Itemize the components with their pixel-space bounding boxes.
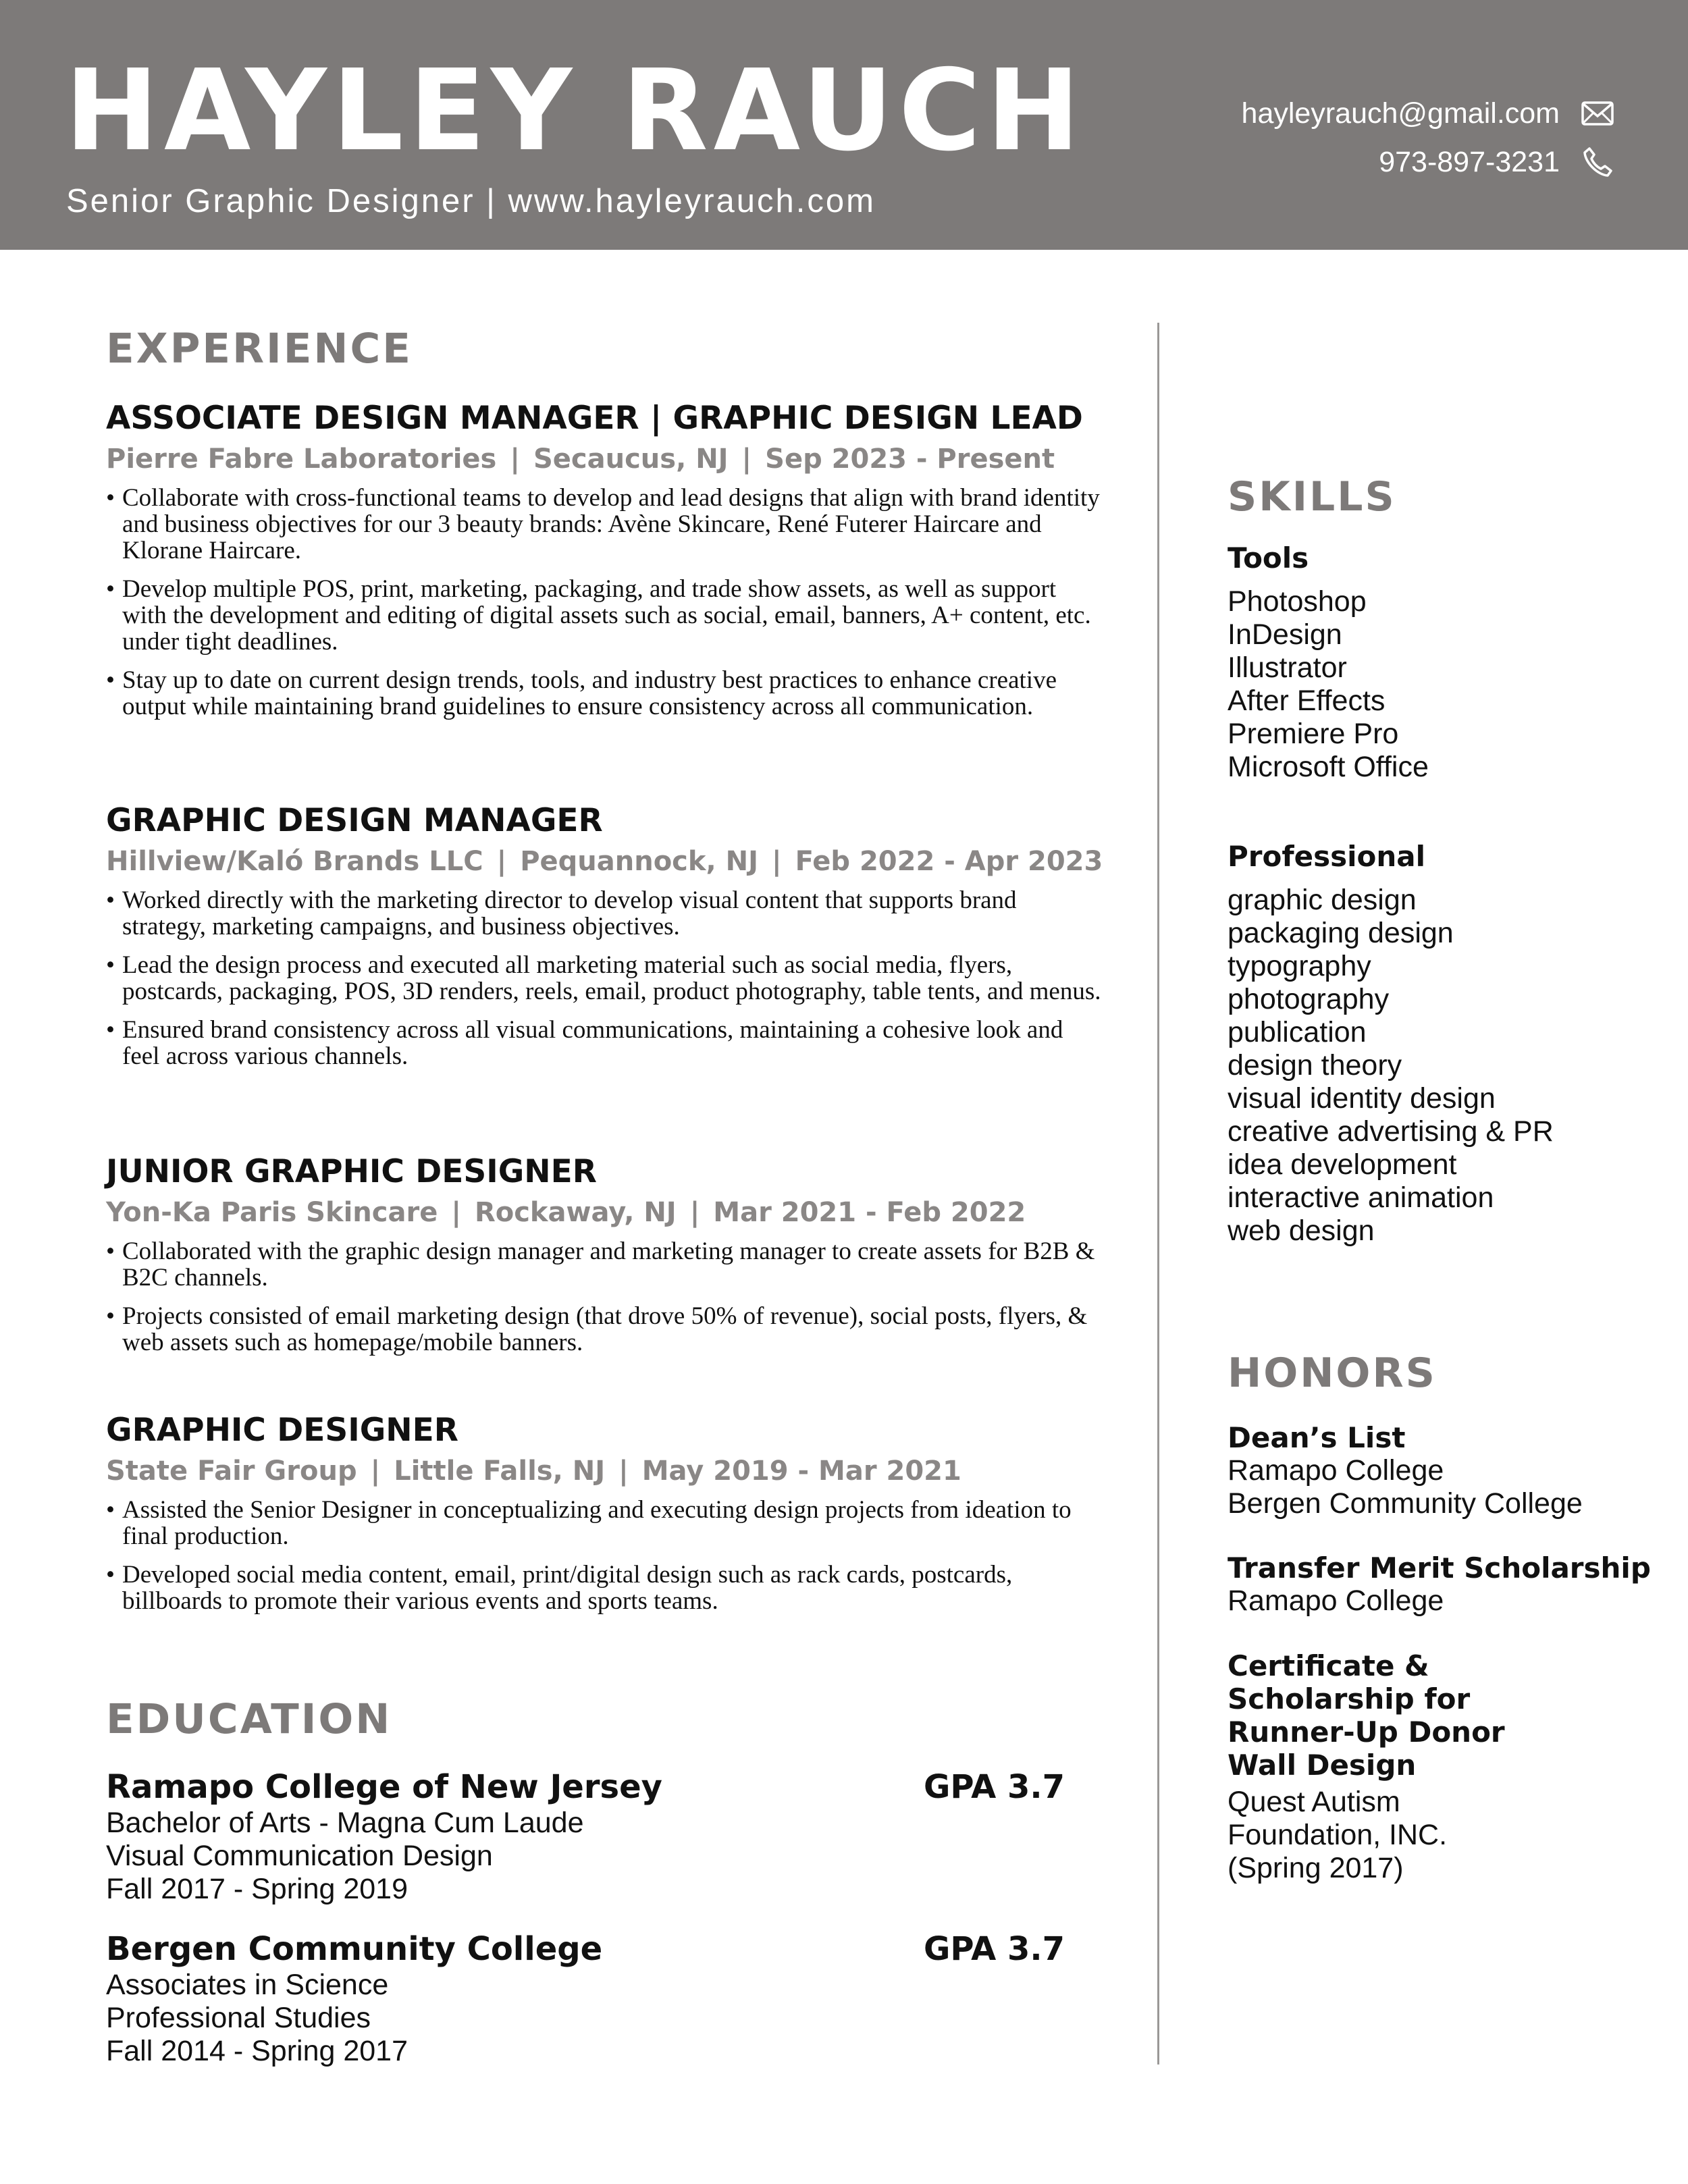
job-company: Hillview/Kaló Brands LLC (106, 846, 483, 877)
list-item: visual identity design (1228, 1082, 1496, 1115)
job-dates: Sep 2023 - Present (765, 444, 1055, 475)
job-bullets (106, 1238, 1105, 1356)
job-dates: Mar 2021 - Feb 2022 (713, 1197, 1026, 1228)
list-item: Microsoft Office (1228, 751, 1429, 783)
school-name: Bergen Community College (106, 1930, 603, 1968)
job-bullets (106, 1497, 1105, 1614)
header-banner (0, 0, 1688, 250)
honor-entry (1228, 1649, 1660, 1885)
dates-line: Fall 2014 - Spring 2017 (106, 2035, 408, 2067)
job-company: Pierre Fabre Laboratories (106, 444, 497, 475)
email-text: hayleyrauch@gmail.com (1241, 97, 1560, 130)
job-entry (106, 1152, 1105, 1368)
list-item: Premiere Pro (1228, 718, 1399, 750)
honor-title-line: Runner-Up Donor (1228, 1715, 1505, 1749)
job-bullets (106, 485, 1105, 720)
candidate-subtitle: Senior Graphic Designer | www.hayleyrauch.com (66, 183, 876, 219)
school-name: Ramapo College of New Jersey (106, 1768, 662, 1806)
contact-email (1242, 93, 1615, 134)
list-item: typography (1228, 950, 1371, 982)
job-company: Yon-Ka Paris Skincare (106, 1197, 438, 1228)
major-line: Professional Studies (106, 2002, 371, 2034)
tools-heading: Tools (1228, 541, 1309, 575)
job-dates: Feb 2022 - Apr 2023 (795, 846, 1103, 877)
list-item: photography (1228, 983, 1390, 1015)
list-item: creative advertising & PR (1228, 1115, 1554, 1148)
job-bullet: • Assisted the Senior Designer in conceptualizing and executing design projects from ideation to final production. (106, 1497, 1105, 1549)
honor-title-line: Certificate & (1228, 1649, 1429, 1682)
list-item: Photoshop (1228, 585, 1367, 618)
phone-icon (1580, 144, 1615, 180)
honor-title-line: Scholarship for (1228, 1682, 1471, 1715)
list-item: idea development (1228, 1148, 1457, 1181)
honor-title: Transfer Merit Scholarship (1228, 1551, 1651, 1584)
envelope-icon (1580, 96, 1615, 131)
skills-professional (1228, 840, 1660, 1248)
school-gpa: GPA 3.7 (923, 1768, 1065, 1806)
list-item: Illustrator (1228, 651, 1347, 684)
job-location: Secaucus, NJ (533, 444, 729, 475)
job-bullet: • Worked directly with the marketing director to develop visual content that supports brand strategy, marketing campaigns, and business objectives. (106, 887, 1105, 940)
job-location: Pequannock, NJ (520, 846, 758, 877)
professional-heading: Professional (1228, 840, 1425, 873)
job-bullet: • Projects consisted of email marketing design (that drove 50% of revenue), social posts, flyers, & web assets such as homepage/mobile banners. (106, 1303, 1105, 1356)
list-item: web design (1228, 1215, 1375, 1247)
list-item: InDesign (1228, 618, 1342, 651)
list-item: publication (1228, 1016, 1367, 1048)
degree-line: Associates in Science (106, 1969, 389, 2001)
job-title: GRAPHIC DESIGN MANAGER (106, 802, 603, 839)
job-company: State Fair Group (106, 1456, 357, 1487)
job-location: Little Falls, NJ (394, 1456, 606, 1487)
honor-entry (1228, 1421, 1660, 1520)
experience-heading: EXPERIENCE (106, 325, 413, 373)
education-entry (106, 1929, 1065, 2068)
job-title: ASSOCIATE DESIGN MANAGER | GRAPHIC DESIGN LEAD (106, 400, 1083, 437)
honor-line: Quest Autism (1228, 1786, 1400, 1818)
job-title: JUNIOR GRAPHIC DESIGNER (106, 1153, 597, 1190)
list-item: After Effects (1228, 685, 1386, 717)
column-divider (1157, 323, 1159, 2065)
major-line: Visual Communication Design (106, 1840, 493, 1872)
education-entry (106, 1767, 1065, 1906)
list-item: packaging design (1228, 917, 1454, 949)
job-meta: Hillview/Kaló Brands LLC | Pequannock, NJ | Feb 2022 - Apr 2023 (106, 846, 1103, 877)
job-entry (106, 398, 1105, 732)
job-bullet: • Collaborate with cross-functional teams to develop and lead designs that align with brand identity and business objectives for our 3 beauty brands: Avène Skincare, René Futerer Haircare and Klorane Haircare. (106, 485, 1105, 564)
honor-line: Foundation, INC. (1228, 1819, 1448, 1851)
degree-line: Bachelor of Arts - Magna Cum Laude (106, 1807, 584, 1839)
dates-line: Fall 2017 - Spring 2019 (106, 1873, 408, 1905)
job-bullet: • Collaborated with the graphic design manager and marketing manager to create assets for B2B & B2C channels. (106, 1238, 1105, 1291)
job-meta: Yon-Ka Paris Skincare | Rockaway, NJ | Mar 2021 - Feb 2022 (106, 1197, 1026, 1228)
list-item: interactive animation (1228, 1181, 1494, 1214)
honor-line: (Spring 2017) (1228, 1852, 1404, 1884)
job-bullet: • Stay up to date on current design trends, tools, and industry best practices to enhance creative output while maintaining brand guidelines to ensure consistency across all communication. (106, 667, 1105, 720)
education-heading: EDUCATION (106, 1695, 392, 1743)
job-bullets (106, 887, 1105, 1069)
list-item: design theory (1228, 1049, 1402, 1082)
job-bullet: • Lead the design process and executed all marketing material such as social media, flyers, postcards, packaging, POS, 3D renders, reels, email, product photography, table tents, and menus. (106, 952, 1105, 1005)
contact-phone (1379, 142, 1615, 182)
school-gpa: GPA 3.7 (923, 1930, 1065, 1968)
honor-title: Dean’s List (1228, 1421, 1406, 1454)
honor-title-line: Wall Design (1228, 1749, 1417, 1782)
phone-text: 973-897-3231 (1379, 145, 1560, 178)
job-dates: May 2019 - Mar 2021 (641, 1456, 961, 1487)
job-bullet: • Ensured brand consistency across all visual communications, maintaining a cohesive look and feel across various channels. (106, 1017, 1105, 1069)
candidate-name: HAYLEY RAUCH (65, 46, 1086, 176)
job-location: Rockaway, NJ (474, 1197, 677, 1228)
job-meta: State Fair Group | Little Falls, NJ | May 2019 - Mar 2021 (106, 1456, 961, 1487)
job-bullet: • Develop multiple POS, print, marketing, packaging, and trade show assets, as well as support with the development and editing of digital assets such as social, email, banners, A+ content, etc. under tight deadlines. (106, 576, 1105, 655)
job-meta: Pierre Fabre Laboratories | Secaucus, NJ | Sep 2023 - Present (106, 444, 1055, 475)
honors-heading: HONORS (1228, 1350, 1437, 1397)
honor-line: Ramapo College (1228, 1584, 1444, 1617)
skills-heading: SKILLS (1228, 473, 1396, 521)
job-entry (106, 801, 1105, 1082)
professional-list (1228, 884, 1660, 1248)
job-title: GRAPHIC DESIGNER (106, 1412, 458, 1449)
honor-entry (1228, 1551, 1660, 1618)
tools-list (1228, 585, 1660, 784)
honor-line: Ramapo College (1228, 1454, 1444, 1487)
job-bullet: • Developed social media content, email, print/digital design such as rack cards, postcards, billboards to promote their various events and sports teams. (106, 1562, 1105, 1614)
job-entry (106, 1410, 1105, 1626)
honor-line: Bergen Community College (1228, 1487, 1583, 1520)
skills-tools (1228, 541, 1660, 784)
list-item: graphic design (1228, 884, 1417, 916)
